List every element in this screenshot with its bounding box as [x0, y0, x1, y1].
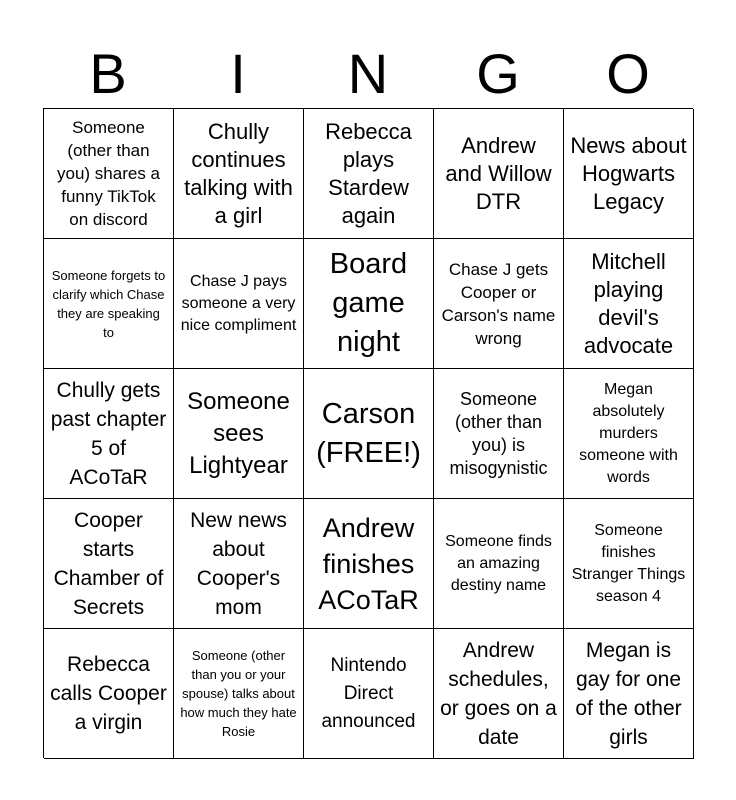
bingo-header: [43, 40, 693, 108]
cell-text: Someone sees Lightyear: [187, 387, 290, 479]
bingo-cell-r5-c1[interactable]: [44, 629, 174, 759]
header-letter-o: O: [606, 42, 650, 105]
bingo-cell-r3-c1[interactable]: [44, 369, 174, 499]
bingo-cell-r2-c5[interactable]: [564, 239, 694, 369]
bingo-cell-r3-c2[interactable]: [174, 369, 304, 499]
cell-text: News about Hogwarts Legacy: [570, 132, 687, 214]
bingo-cell-r5-c4[interactable]: [434, 629, 564, 759]
bingo-cell-r2-c3[interactable]: [304, 239, 434, 369]
bingo-cell-r4-c4[interactable]: [434, 499, 564, 629]
bingo-cell-r2-c4[interactable]: [434, 239, 564, 369]
cell-text: Mitchell playing devil's advocate: [583, 248, 674, 358]
bingo-cell-r2-c2[interactable]: [174, 239, 304, 369]
cell-text: Chully gets past chapter 5 of ACoTaR: [50, 378, 167, 489]
cell-text: Andrew schedules, or goes on a date: [440, 638, 557, 749]
bingo-cell-r4-c5[interactable]: [564, 499, 694, 629]
header-letter-n: N: [347, 42, 389, 105]
bingo-cell-r4-c2[interactable]: [174, 499, 304, 629]
cell-text: Andrew and Willow DTR: [445, 132, 552, 214]
bingo-cell-r3-c5[interactable]: [564, 369, 694, 499]
bingo-cell-r1-c5[interactable]: [564, 109, 694, 239]
cell-text: Someone finds an amazing destiny name: [445, 532, 552, 594]
cell-text: Rebecca plays Stardew again: [325, 118, 412, 228]
bingo-cell-r1-c2[interactable]: [174, 109, 304, 239]
bingo-cell-r3-c3[interactable]: [304, 369, 434, 499]
cell-text: Nintendo Direct announced: [321, 654, 416, 732]
cell-text: Cooper starts Chamber of Secrets: [53, 508, 164, 619]
cell-text: Someone forgets to clarify which Chase they are speaking to: [51, 267, 166, 340]
bingo-cell-r3-c4[interactable]: [434, 369, 564, 499]
bingo-cell-r1-c4[interactable]: [434, 109, 564, 239]
bingo-cell-r4-c3[interactable]: [304, 499, 434, 629]
cell-text: Chully continues talking with a girl: [184, 118, 293, 228]
cell-text: Rebecca calls Cooper a virgin: [50, 653, 167, 734]
cell-text: Carson (FREE!): [316, 397, 421, 469]
cell-text: New news about Cooper's mom: [190, 508, 287, 619]
cell-text: Someone finishes Stranger Things season 4: [571, 521, 686, 605]
header-letter-b: B: [89, 42, 127, 105]
bingo-cell-r5-c3[interactable]: [304, 629, 434, 759]
cell-text: Chase J pays someone a very nice compliment: [180, 272, 297, 334]
cell-text: Megan absolutely murders someone with words: [579, 380, 678, 486]
bingo-cell-r1-c3[interactable]: [304, 109, 434, 239]
cell-text: Board game night: [329, 248, 408, 358]
bingo-cell-r4-c1[interactable]: [44, 499, 174, 629]
bingo-cell-r2-c1[interactable]: [44, 239, 174, 369]
bingo-card-grid: [43, 108, 693, 758]
bingo-cell-r1-c1[interactable]: [44, 109, 174, 239]
cell-text: Someone (other than you or your spouse) talks about how much they hate Rosie: [180, 648, 297, 739]
cell-text: Andrew finishes ACoTaR: [318, 512, 419, 615]
cell-text: Someone (other than you) shares a funny TikTok on discord: [57, 118, 160, 229]
cell-text: Someone (other than you) is misogynistic: [449, 388, 548, 478]
bingo-cell-r5-c5[interactable]: [564, 629, 694, 759]
bingo-cell-r5-c2[interactable]: [174, 629, 304, 759]
header-letter-g: G: [476, 42, 520, 105]
cell-text: Chase J gets Cooper or Carson's name wrong: [441, 259, 556, 348]
cell-text: Megan is gay for one of the other girls: [575, 638, 682, 749]
header-letter-i: I: [230, 42, 246, 105]
